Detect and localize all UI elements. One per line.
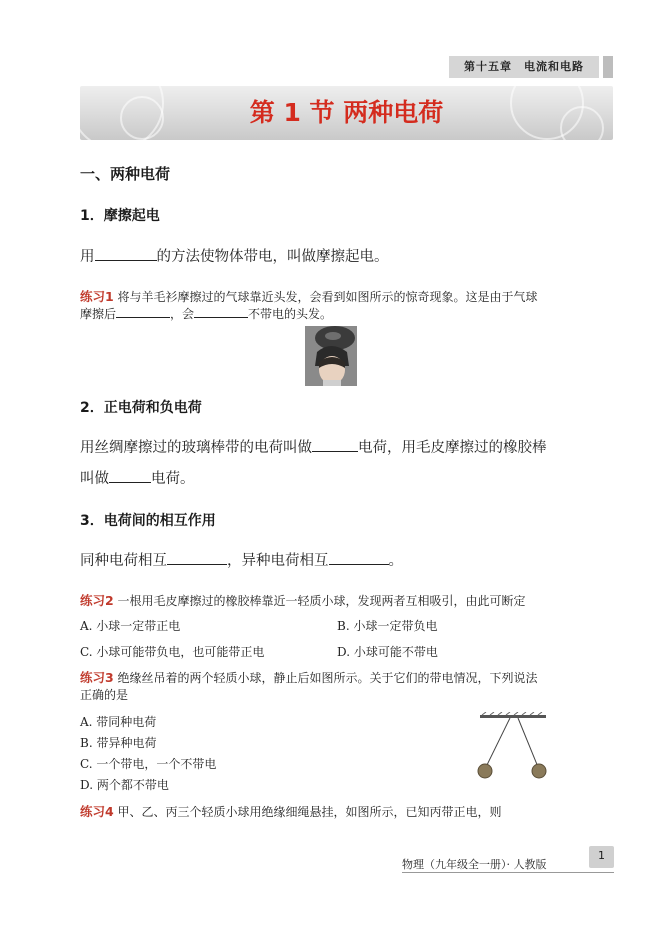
paragraph-friction: [80, 245, 389, 266]
exercise-2-option-d[interactable]: D. 小球可能不带电: [337, 645, 438, 659]
text: 的方法使物体带电，叫做摩擦起电。: [156, 249, 389, 265]
text: 不带电的头发。: [248, 307, 333, 321]
exercise-4-line-1: [80, 802, 502, 820]
fill-blank[interactable]: [312, 437, 358, 452]
text: 一根用毛皮摩擦过的橡胶棒靠近一轻质小球，发现两者互相吸引，由此可断定: [117, 594, 526, 608]
text: ，异种电荷相互: [227, 553, 329, 569]
exercise-3-option-d[interactable]: D. 两个都不带电: [80, 778, 169, 792]
paragraph-charges-line-1: [80, 436, 547, 457]
photo-illustration: [305, 326, 357, 386]
text: 将与羊毛衫摩擦过的气球靠近头发，会看到如图所示的惊奇现象。这是由于气球: [117, 290, 538, 304]
footer-book-title: 物理（九年级全一册）· 人教版: [402, 858, 547, 871]
support-bar: [480, 712, 546, 718]
subsection-heading-1: 1．摩擦起电: [80, 208, 160, 224]
fill-blank[interactable]: [95, 246, 157, 261]
fill-blank[interactable]: [116, 305, 170, 318]
fill-blank[interactable]: [329, 550, 389, 565]
exercise-3-option-c[interactable]: C. 一个带电，一个不带电: [80, 757, 217, 771]
paragraph-interaction: [80, 549, 403, 570]
text: 用丝绸摩擦过的玻璃棒带的电荷叫做: [80, 440, 312, 456]
chapter-tab-edge: [603, 56, 613, 78]
exercise-1-line-2: [80, 305, 332, 322]
fill-blank[interactable]: [109, 468, 151, 483]
chapter-tab: 第十五章 电流和电路: [449, 56, 599, 78]
pendulum-figure: [470, 712, 560, 782]
ball-right: [532, 764, 546, 778]
subsection-heading-3: 3．电荷间的相互作用: [80, 513, 216, 529]
exercise-3-line-1: [80, 668, 538, 686]
exercise-2-option-c[interactable]: C. 小球可能带负电，也可能带正电: [80, 645, 265, 659]
text: 甲、乙、丙三个轻质小球用绝缘细绳悬挂，如图所示，已知丙带正电，则: [117, 805, 502, 819]
text: 电荷，用毛皮摩擦过的橡胶棒: [358, 440, 547, 456]
exercise-3-option-b[interactable]: B. 带异种电荷: [80, 736, 157, 750]
balloon-hair-photo: [305, 326, 357, 386]
text: 电荷。: [151, 471, 195, 487]
footer-rule: [402, 872, 614, 873]
subsection-heading-2: 2．正电荷和负电荷: [80, 400, 202, 416]
text: 同种电荷相互: [80, 553, 167, 569]
text: 。: [388, 553, 403, 569]
text: 绝缘丝吊着的两个轻质小球，静止后如图所示。关于它们的带电情况，下列说法: [117, 671, 538, 685]
section-title: 第 1 节 两种电荷: [249, 98, 444, 127]
text: 叫做: [80, 471, 109, 487]
paragraph-charges-line-2: [80, 467, 195, 488]
text: 用: [80, 249, 95, 265]
thread-right: [518, 718, 538, 767]
part-heading: 一、两种电荷: [80, 165, 171, 183]
exercise-2-question: [80, 591, 526, 609]
exercise-1-line-1: [80, 287, 538, 305]
fill-blank[interactable]: [194, 305, 248, 318]
text: 摩擦后: [80, 307, 117, 321]
thread-left: [486, 718, 510, 767]
text: ，会: [170, 307, 195, 321]
exercise-2-option-b[interactable]: B. 小球一定带负电: [337, 619, 438, 633]
exercise-3-line-2: 正确的是: [80, 688, 129, 702]
section-banner: [80, 86, 613, 140]
exercise-label: 练习2: [80, 593, 114, 608]
exercise-2-option-a[interactable]: A. 小球一定带正电: [80, 619, 181, 633]
exercise-label: 练习3: [80, 670, 114, 685]
ball-left: [478, 764, 492, 778]
exercise-label: 练习4: [80, 804, 114, 819]
page-number: 1: [589, 846, 614, 868]
exercise-3-option-a[interactable]: A. 带同种电荷: [80, 715, 157, 729]
exercise-label: 练习1: [80, 289, 114, 304]
fill-blank[interactable]: [167, 550, 227, 565]
